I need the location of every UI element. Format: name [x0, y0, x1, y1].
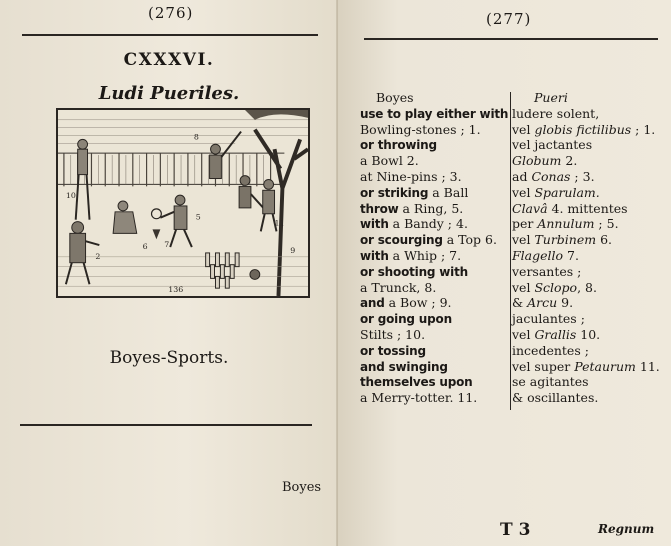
left-page-number: (276) — [148, 4, 194, 22]
latin-line — [512, 295, 662, 311]
latin-segment: ; 3. — [570, 168, 595, 184]
english-line — [360, 122, 510, 138]
english-segment: Bowling-stones ; 1. — [360, 121, 481, 137]
latin-segment: vel — [512, 232, 535, 248]
latin-segment: , 8. — [577, 279, 597, 295]
plate-caption: Boyes-Sports. — [109, 348, 229, 368]
latin-segment: Globum — [512, 153, 562, 169]
latin-segment: vel — [512, 184, 535, 200]
english-lines — [360, 106, 510, 406]
english-line — [360, 185, 510, 201]
latin-line — [512, 264, 662, 280]
english-line — [360, 327, 510, 343]
english-line — [360, 169, 510, 185]
latin-column-header: Pueri — [534, 90, 568, 105]
latin-segment: ; 5. — [594, 216, 619, 232]
english-line — [360, 216, 510, 232]
english-line — [360, 390, 510, 406]
english-segment: Stilts ; 10. — [360, 326, 426, 342]
latin-segment: jaculantes ; — [512, 311, 585, 327]
plate-number-136: 136 — [168, 285, 184, 295]
english-segment: use to play either with — [360, 106, 509, 121]
english-line — [360, 201, 510, 217]
latin-segment: 7. — [563, 247, 579, 263]
english-segment: and swinging — [360, 359, 448, 374]
plate-number-9: 9 — [290, 245, 296, 255]
english-column-header: Boyes — [376, 90, 414, 105]
right-page-number: (277) — [486, 10, 532, 28]
english-segment: a Merry-totter. 11. — [360, 390, 478, 406]
right-catchword: Regnum — [598, 522, 655, 536]
plate-number-7: 7 — [164, 240, 170, 250]
english-line — [360, 248, 510, 264]
latin-segment: Grallis — [534, 326, 577, 342]
latin-segment: ad — [512, 168, 532, 184]
latin-line — [512, 122, 662, 138]
english-segment: with — [360, 217, 389, 232]
latin-segment: ludere solent, — [512, 105, 600, 121]
english-column — [360, 90, 510, 406]
latin-line — [512, 343, 662, 359]
english-segment: a Ring, 5. — [398, 200, 464, 216]
english-segment: with — [360, 248, 389, 263]
plate-number-10: 10 — [65, 191, 76, 201]
left-footer-rule — [20, 424, 312, 426]
latin-line — [512, 280, 662, 296]
english-segment: a Trunck, 8. — [360, 279, 437, 295]
latin-column — [512, 90, 662, 406]
section-title: Ludi Pueriles. — [98, 83, 240, 104]
latin-line — [512, 232, 662, 248]
latin-line — [512, 248, 662, 264]
english-line — [360, 264, 510, 280]
latin-line — [512, 311, 662, 327]
left-catchword: Boyes — [282, 480, 322, 495]
plate-number-11: 11 — [274, 218, 285, 228]
latin-segment: Turbinem — [534, 232, 597, 248]
latin-line — [512, 201, 662, 217]
latin-line — [512, 216, 662, 232]
english-line — [360, 137, 510, 153]
latin-segment: per — [512, 216, 538, 232]
latin-segment: 4. mittentes — [547, 200, 628, 216]
english-line — [360, 280, 510, 296]
latin-lines — [512, 106, 662, 406]
english-segment: or shooting with — [360, 264, 468, 279]
latin-segment: 2. — [561, 153, 578, 169]
english-segment: a Bandy ; 4. — [388, 216, 468, 232]
english-segment: themselves upon — [360, 375, 473, 390]
latin-segment: ; 1. — [631, 121, 656, 137]
latin-segment: Arcu — [527, 295, 558, 311]
latin-segment: se agitantes — [512, 374, 589, 390]
latin-line — [512, 169, 662, 185]
latin-segment: 9. — [557, 295, 574, 311]
english-line — [360, 374, 510, 390]
latin-line — [512, 153, 662, 169]
latin-segment: Flagello — [512, 247, 564, 263]
latin-segment: Conas — [531, 168, 571, 184]
section-number: CXXXVI. — [123, 50, 215, 70]
latin-segment: vel — [512, 121, 535, 137]
latin-segment: Sclopo — [534, 279, 578, 295]
boys-playing-engraving — [58, 110, 308, 296]
english-line — [360, 343, 510, 359]
latin-segment: & — [512, 295, 528, 311]
latin-segment: vel — [512, 326, 535, 342]
column-divider — [510, 92, 511, 410]
latin-line — [512, 106, 662, 122]
english-segment: or throwing — [360, 138, 437, 153]
english-segment: or scourging — [360, 233, 443, 248]
english-line — [360, 153, 510, 169]
latin-line — [512, 390, 662, 406]
english-line — [360, 359, 510, 375]
latin-segment: Clavâ — [512, 200, 548, 216]
plate-number-8: 8 — [193, 132, 199, 142]
latin-segment: & oscillantes. — [512, 390, 599, 406]
plate-number-5: 5 — [195, 212, 201, 222]
latin-segment: globis fictilibus — [534, 121, 632, 137]
latin-line — [512, 359, 662, 375]
latin-segment: versantes ; — [512, 263, 582, 279]
latin-segment: incedentes ; — [512, 342, 589, 358]
english-segment: a Bow ; 9. — [384, 295, 452, 311]
latin-segment: vel super — [512, 358, 575, 374]
latin-segment: 11. — [635, 358, 660, 374]
english-segment: a Bowl 2. — [360, 153, 419, 169]
english-segment: or going upon — [360, 312, 452, 327]
latin-segment: Petaurum — [574, 358, 636, 374]
english-segment: a Whip ; 7. — [388, 247, 462, 263]
right-header-rule — [364, 38, 658, 40]
english-segment: or striking — [360, 185, 429, 200]
english-segment: or tossing — [360, 343, 426, 358]
english-line — [360, 232, 510, 248]
signature-mark: T 3 — [500, 520, 531, 540]
english-line — [360, 311, 510, 327]
english-segment: a Ball — [428, 184, 469, 200]
latin-segment: 10. — [576, 326, 601, 342]
left-header-rule — [22, 34, 318, 36]
english-segment: at Nine-pins ; 3. — [360, 168, 462, 184]
woodcut-illustration — [56, 108, 310, 298]
latin-line — [512, 374, 662, 390]
plate-number-6: 6 — [142, 242, 148, 252]
latin-segment: Annulum — [537, 216, 595, 232]
english-line — [360, 295, 510, 311]
latin-segment: vel jactantes — [512, 137, 593, 153]
latin-segment: 6. — [596, 232, 613, 248]
latin-segment: Sparulam. — [534, 184, 600, 200]
english-segment: throw — [360, 201, 399, 216]
latin-line — [512, 137, 662, 153]
plate-number-2: 2 — [95, 251, 101, 261]
english-line — [360, 106, 510, 122]
english-segment: a Top 6. — [442, 232, 497, 248]
latin-line — [512, 185, 662, 201]
latin-segment: vel — [512, 279, 535, 295]
latin-line — [512, 327, 662, 343]
english-segment: and — [360, 296, 385, 311]
